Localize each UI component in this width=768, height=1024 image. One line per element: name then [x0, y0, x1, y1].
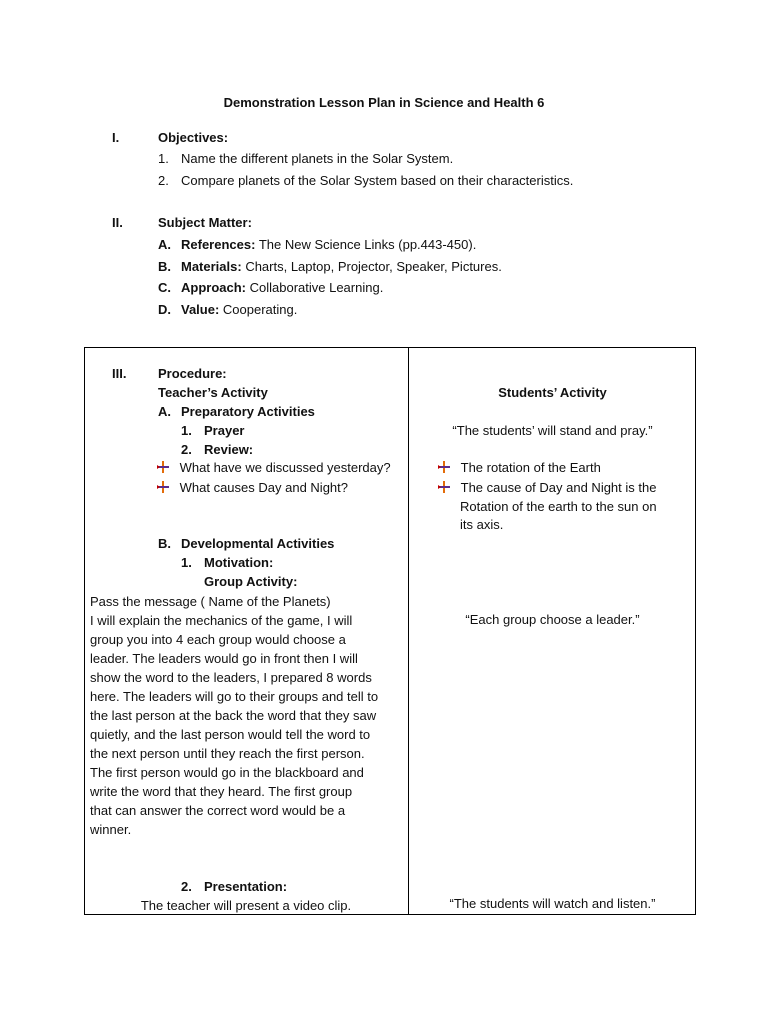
review-label: Review:: [204, 442, 254, 457]
motivation-label: Motivation:: [204, 555, 274, 570]
game-line: quietly, and the last person would tell the word to: [90, 727, 371, 742]
motivation-num: 1.: [181, 555, 192, 570]
presentation-text: The teacher will present a video clip.: [140, 898, 352, 913]
section-numeral-iii: III.: [112, 366, 127, 381]
objective-2-num: 2.: [158, 173, 169, 188]
review-question-1-text: What have we discussed yesterday?: [179, 460, 391, 475]
game-instructions: [90, 592, 405, 839]
arrow-bullet-icon: [156, 460, 170, 474]
arrow-bullet-icon: [156, 480, 170, 494]
review-question-2: [156, 479, 348, 497]
subject-item-approach: [181, 279, 383, 297]
procedure-heading: Procedure:: [158, 366, 227, 381]
student-answer-1: [437, 459, 601, 477]
subject-item-materials: [181, 258, 502, 276]
dev-letter: B.: [158, 536, 171, 551]
game-line: here. The leaders will go to their groups and tell to: [90, 689, 379, 704]
review-question-1: [156, 459, 391, 477]
references-value: The New Science Links (pp.443-450).: [255, 237, 477, 252]
objective-2-text: Compare planets of the Solar System based on their characteristics.: [181, 173, 574, 188]
subject-matter-heading: Subject Matter:: [158, 215, 252, 230]
objectives-heading: Objectives:: [158, 130, 229, 145]
game-line: Pass the message ( Name of the Planets): [90, 594, 331, 609]
student-answer-2-line-3: its axis.: [460, 517, 504, 532]
game-line: that can answer the correct word would be a: [90, 803, 346, 818]
subject-item-a-letter: A.: [158, 237, 171, 252]
teacher-activity-heading: Teacher’s Activity: [158, 385, 268, 400]
subject-item-d-letter: D.: [158, 302, 171, 317]
materials-label: Materials:: [181, 259, 242, 274]
section-numeral-i: I.: [112, 130, 120, 145]
student-answer-2-line-2: Rotation of the earth to the sun on: [460, 499, 657, 514]
review-num: 2.: [181, 442, 192, 457]
developmental-activities-heading: Developmental Activities: [181, 536, 335, 551]
student-prayer-response: “The students’ will stand and pray.”: [452, 423, 653, 438]
subject-item-references: [181, 236, 476, 254]
page-title: Demonstration Lesson Plan in Science and Health 6: [223, 95, 545, 110]
arrow-bullet-icon: [437, 460, 451, 474]
game-line: the next person until they reach the first person.: [90, 746, 365, 761]
student-answer-2-text: The cause of Day and Night is the: [460, 480, 657, 495]
game-line: write the word that they heard. The first group: [90, 784, 353, 799]
students-activity-heading: Students’ Activity: [498, 385, 607, 400]
objective-1-num: 1.: [158, 151, 169, 166]
references-label: References:: [181, 237, 256, 252]
prayer-num: 1.: [181, 423, 192, 438]
subject-item-value: [181, 301, 297, 319]
section-numeral-ii: II.: [112, 215, 123, 230]
arrow-bullet-icon: [437, 480, 451, 494]
presentation-label: Presentation:: [204, 879, 288, 894]
objective-1-text: Name the different planets in the Solar System.: [181, 151, 454, 166]
materials-value: Charts, Laptop, Projector, Speaker, Pictures.: [241, 259, 502, 274]
student-watch-response: “The students will watch and listen.”: [449, 896, 656, 911]
subject-item-c-letter: C.: [158, 280, 171, 295]
game-line: group you into 4 each group would choose a: [90, 632, 346, 647]
value-label: Value:: [181, 302, 220, 317]
approach-value: Collaborative Learning.: [246, 280, 384, 295]
game-line: leader. The leaders would go in front then I will: [90, 651, 358, 666]
student-answer-2: [437, 479, 656, 497]
value-value: Cooperating.: [219, 302, 298, 317]
game-line: The first person would go in the blackboard and: [90, 765, 364, 780]
game-line: the last person at the back the word that they saw: [90, 708, 377, 723]
student-leader-response: “Each group choose a leader.”: [465, 612, 640, 627]
presentation-num: 2.: [181, 879, 192, 894]
prayer-label: Prayer: [204, 423, 245, 438]
preparatory-activities-heading: Preparatory Activities: [181, 404, 315, 419]
group-activity-label: Group Activity:: [204, 574, 298, 589]
review-question-2-text: What causes Day and Night?: [179, 480, 348, 495]
game-line: I will explain the mechanics of the game, I will: [90, 613, 353, 628]
student-answer-1-text: The rotation of the Earth: [460, 460, 601, 475]
prep-letter: A.: [158, 404, 171, 419]
approach-label: Approach:: [181, 280, 246, 295]
subject-item-b-letter: B.: [158, 259, 171, 274]
game-line: winner.: [90, 822, 132, 837]
game-line: show the word to the leaders, I prepared 8 words: [90, 670, 372, 685]
